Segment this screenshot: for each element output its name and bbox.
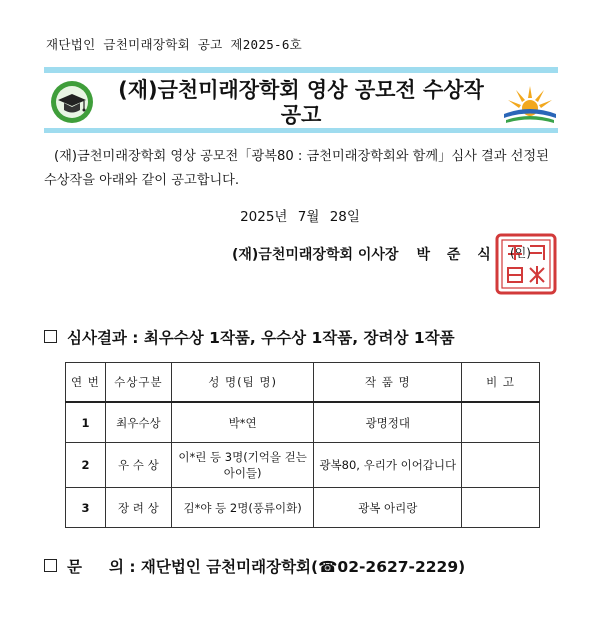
checkbox-square-icon — [44, 559, 57, 572]
graduation-cap-emblem-icon — [50, 80, 94, 124]
cell-award: 최우수상 — [105, 402, 171, 443]
cell-work: 광복80, 우리가 이어갑니다 — [314, 443, 462, 488]
header-note: 비 고 — [462, 363, 540, 403]
header-name: 성 명(팀 명) — [171, 363, 314, 403]
result-section-heading — [44, 326, 455, 348]
intro-paragraph: (재)금천미래장학회 영상 공모전「광복80 : 금천미래장학회와 함께」심사 결과 선정된 수상작을 아래와 같이 공고합니다. — [44, 149, 549, 188]
cell-note — [462, 402, 540, 443]
cell-note — [462, 488, 540, 528]
seal-mark: (인) — [510, 246, 531, 260]
contact-text: 문 의 : 재단법인 금천미래장학회(☎02-2627-2229) — [67, 558, 466, 576]
page-title-line2: 공고 — [280, 103, 322, 127]
cell-no: 2 — [66, 443, 106, 488]
document-number: 재단법인 금천미래장학회 공고 제2025-6호 — [46, 37, 303, 52]
signature-organization: (재)금천미래장학회 이사장 — [232, 247, 399, 263]
results-table — [65, 362, 540, 528]
cell-no: 1 — [66, 402, 106, 443]
table-row — [66, 488, 540, 528]
cell-name: 김*야 등 2명(풍류이화) — [171, 488, 314, 528]
cell-award: 장 려 상 — [105, 488, 171, 528]
cell-note — [462, 443, 540, 488]
announcement-date: 2025년 7월 28일 — [240, 209, 360, 225]
cell-name: 이*린 등 3명(기억을 걷는 아이들) — [171, 443, 314, 488]
page-title: (재)금천미래장학회 영상 공모전 수상작 — [118, 78, 484, 102]
cell-work: 광복 아리랑 — [314, 488, 462, 528]
cell-award: 우 수 상 — [105, 443, 171, 488]
header-award: 수상구분 — [105, 363, 171, 403]
title-band-bottom-line — [44, 128, 558, 133]
title-band-top-line — [44, 67, 558, 73]
cell-name: 박*연 — [171, 402, 314, 443]
table-header-row — [66, 363, 540, 403]
contact-section — [44, 555, 465, 577]
sunrise-emblem-icon — [500, 78, 560, 128]
red-seal-icon — [494, 232, 558, 296]
signature-name: 박 준 식 — [416, 247, 497, 263]
signature-line — [232, 244, 497, 264]
table-row — [66, 443, 540, 488]
header-work: 작 품 명 — [314, 363, 462, 403]
cell-work: 광명정대 — [314, 402, 462, 443]
header-no: 연 번 — [66, 363, 106, 403]
table-row — [66, 402, 540, 443]
checkbox-square-icon — [44, 330, 57, 343]
result-section-text: 심사결과 : 최우수상 1작품, 우수상 1작품, 장려상 1작품 — [67, 329, 455, 347]
title-band — [44, 67, 558, 135]
cell-no: 3 — [66, 488, 106, 528]
